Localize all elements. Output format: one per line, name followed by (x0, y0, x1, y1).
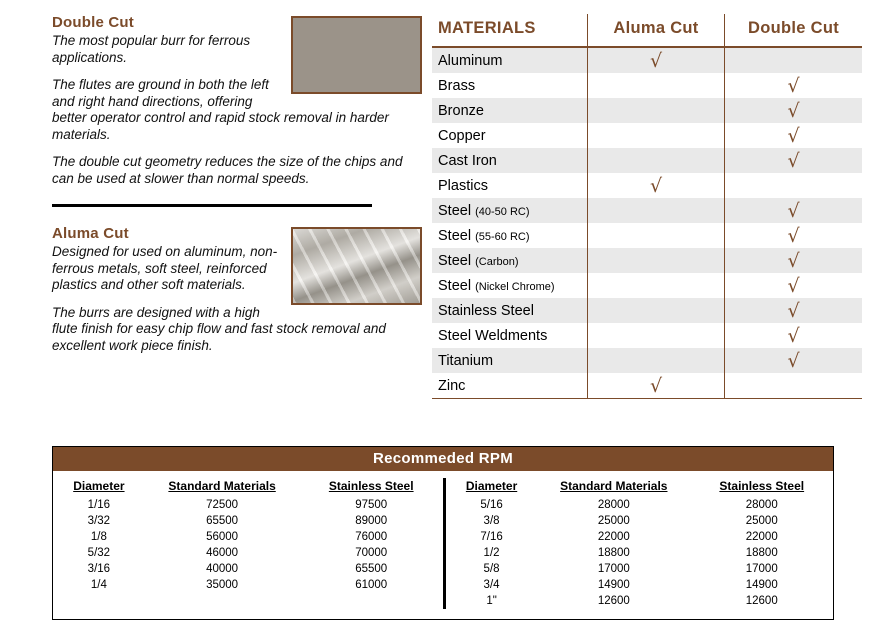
aluma-cut-mark-cell (587, 248, 724, 273)
materials-table-head (432, 14, 862, 47)
material-name-cell: Brass (438, 77, 476, 94)
section-divider (52, 204, 372, 207)
material-name-sub: (55-60 RC) (475, 230, 530, 243)
rpm-stainless-cell: 17000 (745, 563, 778, 575)
aluma-cut-mark-cell: √ (587, 173, 724, 198)
material-name-cell: Steel (55-60 RC) (438, 227, 530, 244)
rpm-diameter-cell: 3/4 (483, 579, 500, 591)
double-cut-section (52, 14, 422, 198)
rpm-right-header-standard: Standard Materials (560, 479, 668, 493)
rpm-standard-cell: 72500 (206, 499, 239, 511)
aluma-cut-mark-cell (587, 73, 724, 98)
table-row (432, 273, 862, 298)
rpm-standard-cell: 18800 (597, 547, 630, 559)
double-cut-paragraph-3: The double cut geometry reduces the size of the chips and can be used at slower than normal speeds. (52, 154, 403, 186)
double-cut-paragraph-1: The most popular burr for ferrous applications. (52, 33, 251, 65)
rpm-diameter-cell: 3/8 (483, 515, 500, 527)
rpm-standard-cell: 14900 (597, 579, 630, 591)
materials-table (432, 14, 862, 399)
rpm-right-half (443, 478, 833, 609)
aluma-cut-mark-cell (587, 298, 724, 323)
table-row (452, 561, 827, 577)
aluma-cut-mark-cell (587, 98, 724, 123)
aluma-cut-mark-cell (587, 323, 724, 348)
double-cut-mark-cell: √ (725, 248, 862, 273)
rpm-diameter-cell: 3/16 (87, 563, 111, 575)
rpm-stainless-cell: 25000 (745, 515, 778, 527)
double-cut-mark-cell (725, 47, 862, 73)
rpm-stainless-cell: 12600 (745, 595, 778, 607)
table-row (432, 123, 862, 148)
aluma-cut-paragraph-1: Designed for used on aluminum, non-ferrous metals, soft steel, reinforced plastics and other soft materials. (52, 244, 278, 292)
rpm-stainless-cell: 97500 (355, 499, 388, 511)
materials-table-body (432, 47, 862, 399)
double-cut-title: Double Cut (52, 14, 134, 31)
materials-header-double-cut: Double Cut (725, 14, 862, 47)
material-name-sub: (40-50 RC) (475, 205, 530, 218)
recommended-rpm-body (53, 471, 833, 619)
rpm-diameter-cell: 1/16 (87, 499, 111, 511)
table-row (432, 373, 862, 399)
rpm-left-header-diameter: Diameter (73, 479, 125, 493)
table-row (59, 561, 437, 577)
aluma-cut-mark-cell (587, 198, 724, 223)
aluma-cut-mark-cell: √ (587, 373, 724, 399)
materials-header-row (432, 14, 862, 47)
table-row (432, 173, 862, 198)
double-cut-mark-cell: √ (725, 348, 862, 373)
rpm-diameter-cell: 3/32 (87, 515, 111, 527)
material-name-sub: (Carbon) (475, 255, 519, 268)
double-cut-paragraph-2: The flutes are ground in both the left and right hand directions, offering better operator control and rapid stock removal in harder materials. (52, 77, 389, 142)
table-row (432, 248, 862, 273)
material-name-cell: Stainless Steel (432, 298, 587, 323)
table-row (432, 298, 862, 323)
material-name-cell: Aluminum (432, 47, 587, 73)
aluma-cut-burr-photo (291, 227, 422, 305)
rpm-right-header-row (452, 478, 827, 497)
aluma-cut-title: Aluma Cut (52, 225, 129, 242)
aluma-cut-mark-cell (587, 348, 724, 373)
material-name-cell: Steel (40-50 RC) (432, 198, 587, 223)
left-content-column (52, 14, 422, 365)
rpm-standard-cell: 46000 (206, 547, 239, 559)
double-cut-mark-cell: √ (725, 298, 862, 323)
table-row (432, 348, 862, 373)
rpm-stainless-cell: 65500 (355, 563, 388, 575)
rpm-diameter-cell: 5/8 (483, 563, 500, 575)
double-cut-mark-cell: √ (725, 98, 862, 123)
table-row (432, 47, 862, 73)
material-name-cell: Titanium (432, 348, 587, 373)
rpm-left-body (59, 497, 437, 593)
rpm-standard-cell: 17000 (597, 563, 630, 575)
aluma-cut-paragraph-2: The burrs are designed with a high flute finish for easy chip flow and fast stock removal and excellent work piece finish. (52, 304, 386, 353)
rpm-diameter-cell: 5/16 (480, 499, 503, 511)
rpm-diameter-cell: 1/2 (483, 547, 500, 559)
material-name-sub: (Nickel Chrome) (475, 280, 555, 293)
rpm-stainless-cell: 22000 (745, 531, 778, 543)
rpm-standard-cell: 65500 (206, 515, 239, 527)
table-row (452, 529, 827, 545)
table-row (432, 98, 862, 123)
table-row (432, 198, 862, 223)
material-name-cell: Steel (Nickel Chrome) (438, 277, 555, 294)
rpm-left-header-standard: Standard Materials (168, 479, 276, 493)
rpm-diameter-cell: 5/32 (87, 547, 111, 559)
double-cut-mark-cell (725, 373, 862, 399)
rpm-stainless-cell: 70000 (355, 547, 388, 559)
rpm-diameter-cell: 7/16 (480, 531, 503, 543)
rpm-left-header-row (59, 478, 437, 497)
rpm-standard-cell: 25000 (597, 515, 630, 527)
rpm-standard-cell: 28000 (597, 499, 630, 511)
rpm-left-half (53, 478, 443, 609)
rpm-stainless-cell: 61000 (355, 579, 388, 591)
aluma-cut-mark-cell (587, 123, 724, 148)
table-row (452, 513, 827, 529)
double-cut-mark-cell (725, 173, 862, 198)
rpm-stainless-cell: 28000 (745, 499, 778, 511)
material-name-cell: Zinc (432, 373, 587, 399)
rpm-table-left (59, 478, 437, 593)
aluma-cut-mark-cell (587, 273, 724, 298)
rpm-diameter-cell: 1/4 (90, 579, 107, 591)
material-name-cell: Plastics (438, 177, 488, 194)
rpm-right-header-stainless: Stainless Steel (719, 479, 805, 493)
aluma-cut-mark-cell: √ (587, 47, 724, 73)
material-name-cell: Copper (438, 127, 486, 144)
recommended-rpm-panel (52, 446, 834, 620)
aluma-cut-mark-cell (587, 223, 724, 248)
table-row (59, 497, 437, 513)
double-cut-mark-cell: √ (725, 323, 862, 348)
recommended-rpm-title: Recommeded RPM (53, 447, 833, 471)
table-row (432, 223, 862, 248)
double-cut-burr-photo (291, 16, 422, 94)
table-row (452, 545, 827, 561)
aluma-cut-section (52, 225, 422, 365)
aluma-cut-mark-cell (587, 148, 724, 173)
table-row (59, 529, 437, 545)
table-row (452, 577, 827, 593)
materials-header-aluma-cut: Aluma Cut (587, 14, 724, 47)
table-row (59, 545, 437, 561)
rpm-stainless-cell: 89000 (355, 515, 388, 527)
rpm-table-right (452, 478, 827, 609)
material-name-cell: Steel (Carbon) (432, 248, 587, 273)
rpm-standard-cell: 40000 (206, 563, 239, 575)
table-row (452, 593, 827, 609)
rpm-standard-cell: 35000 (206, 579, 239, 591)
rpm-diameter-cell: 1/8 (90, 531, 107, 543)
rpm-stainless-cell: 76000 (355, 531, 388, 543)
table-row (59, 513, 437, 529)
rpm-standard-cell: 12600 (597, 595, 630, 607)
rpm-stainless-cell: 18800 (745, 547, 778, 559)
table-row (432, 323, 862, 348)
rpm-standard-cell: 56000 (206, 531, 239, 543)
material-name-cell: Steel Weldments (438, 327, 548, 344)
rpm-standard-cell: 22000 (597, 531, 630, 543)
table-row (432, 148, 862, 173)
double-cut-mark-cell: √ (725, 73, 862, 98)
material-name-cell: Cast Iron (432, 148, 587, 173)
rpm-stainless-cell: 14900 (745, 579, 778, 591)
double-cut-mark-cell: √ (725, 148, 862, 173)
rpm-right-header-diameter: Diameter (465, 479, 518, 493)
table-row (452, 497, 827, 513)
double-cut-mark-cell: √ (725, 198, 862, 223)
rpm-left-header-stainless: Stainless Steel (328, 479, 414, 493)
table-row (59, 577, 437, 593)
rpm-right-body (452, 497, 827, 609)
double-cut-mark-cell: √ (725, 223, 862, 248)
double-cut-mark-cell: √ (725, 273, 862, 298)
double-cut-mark-cell: √ (725, 123, 862, 148)
materials-header-materials: MATERIALS (432, 14, 587, 47)
table-row (432, 73, 862, 98)
rpm-diameter-cell: 1" (486, 595, 497, 607)
material-name-cell: Bronze (432, 98, 587, 123)
